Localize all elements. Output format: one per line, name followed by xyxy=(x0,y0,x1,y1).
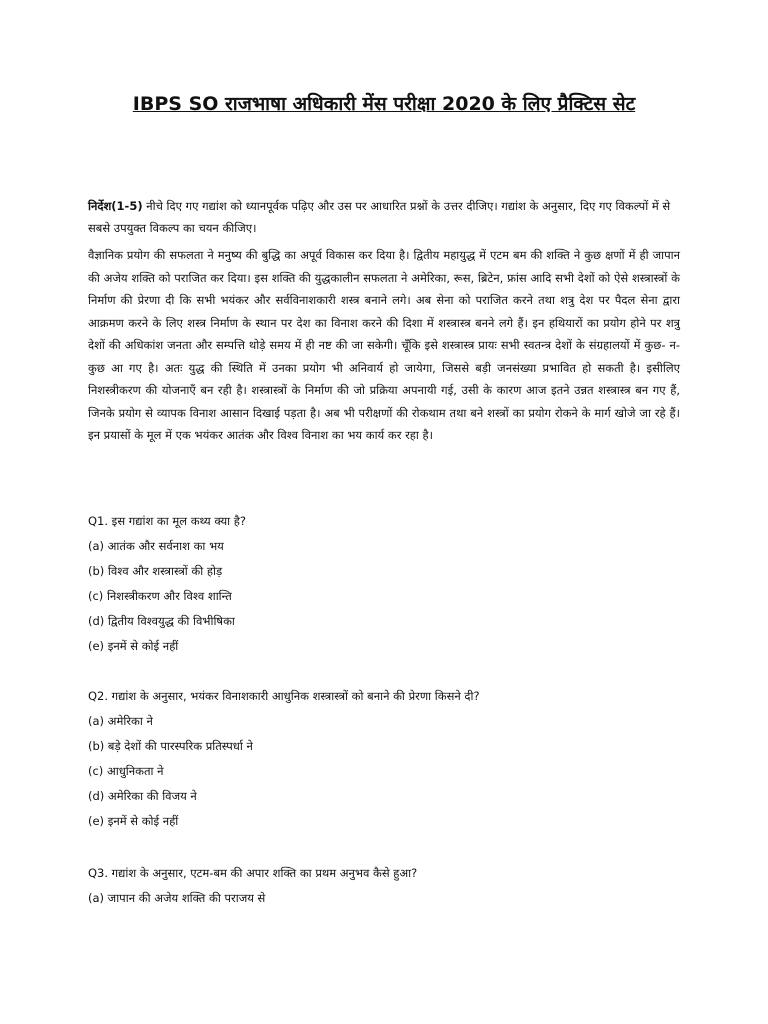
option-e: (e) इनमें से कोई नहीं xyxy=(88,639,179,653)
option-a: (a) अमेरिका ने xyxy=(88,714,153,728)
question-1 xyxy=(88,509,688,659)
option-b: (b) विश्व और शस्त्रास्त्रों की होड़ xyxy=(88,564,223,578)
question-3 xyxy=(88,861,688,911)
option-d: (d) द्वितीय विश्वयुद्ध की विभीषिका xyxy=(88,614,235,628)
option-a: (a) आतंक और सर्वनाश का भय xyxy=(88,539,224,553)
option-c: (c) निशस्त्रीकरण और विश्व शान्ति xyxy=(88,589,232,603)
directions-label: निर्देश(1-5) xyxy=(88,199,143,213)
directions xyxy=(88,195,680,239)
option-c: (c) आधुनिकता ने xyxy=(88,764,164,778)
passage: वैज्ञानिक प्रयोग की सफलता ने मनुष्य की बुद्धि का अपूर्व विकास कर दिया है। द्वितीय महायुद्ध में एटम बम की शक्ति ने कुछ क्षणों में ही जापान की अजेय शक्ति को पराजित कर दिया। इस शक्ति की युद्धकालीन सफलता ने अमेरिका, रूस, ब्रिटेन, फ्रांस आदि सभी देशों को ऐसे शस्त्रास्त्रों के निर्माण की प्रेरणा दी कि सभी भयंकर और सर्वविनाशकारी शस्त्र बनाने लगे। अब सेना को पराजित करने तथा शत्रु देश पर पैदल सेना द्वारा आक्रमण करने के लिए शस्त्र निर्माण के स्थान पर देश का विनाश करने की दिशा में शस्त्रास्त्र बनने लगे हैं। इन हथियारों का प्रयोग होने पर शत्रु देशों की अधिकांश जनता और सम्पत्ति थोड़े समय में ही नष्ट की जा सकेगी। चूँकि इसे शस्त्रास्त्र प्रायः सभी स्वतन्त्र देशों के संग्रहालयों में कुछ- न-कुछ आ गए है। अतः युद्ध की स्थिति में उनका प्रयोग भी अनिवार्य हो जायेगा, जिससे बड़ी जनसंख्या प्रभावित हो सकती है। इसीलिए निशस्त्रीकरण की योजनाएँ बन रही है। शस्त्रास्त्रों के निर्माण की जो प्रक्रिया अपनायी गई, उसी के कारण आज इतने उन्नत शस्त्रास्त्र बन गए हैं, जिनके प्रयोग से व्यापक विनाश आसान दिखाई पड़ता है। अब भी परीक्षणों की रोकथाम तथा बने शस्त्रों का प्रयोग रोकने के मार्ग खोजे जा रहे हैं। इन प्रयासों के मूल में एक भयंकर आतंक और विश्व विनाश का भय कार्य कर रहा है। xyxy=(88,248,680,442)
option-d: (d) अमेरिका की विजय ने xyxy=(88,789,197,803)
question-text: Q1. इस गद्यांश का मूल कथ्य क्या है? xyxy=(88,514,246,528)
option-e: (e) इनमें से कोई नहीं xyxy=(88,814,179,828)
option-b: (b) बड़े देशों की पारस्परिक प्रतिस्पर्धा ने xyxy=(88,739,253,753)
option-a: (a) जापान की अजेय शक्ति की पराजय से xyxy=(88,891,266,905)
question-text: Q2. गद्यांश के अनुसार, भयंकर विनाशकारी आधुनिक शस्त्रास्त्रों को बनाने की प्रेरणा किसने दी? xyxy=(88,689,480,703)
page-title: IBPS SO राजभाषा अधिकारी मेंस परीक्षा 2020 के लिए प्रैक्टिस सेट xyxy=(132,93,636,115)
question-text: Q3. गद्यांश के अनुसार, एटम-बम की अपार शक्ति का प्रथम अनुभव कैसे हुआ? xyxy=(88,866,418,880)
question-2 xyxy=(88,684,688,834)
directions-text: नीचे दिए गए गद्यांश को ध्यानपूर्वक पढ़िए और उस पर आधारित प्रश्नों के उत्तर दीजिए। गद्यांश के अनुसार, दिए गए विकल्पों में से सबसे उपयुक्त विकल्प का चयन कीजिए। xyxy=(88,199,671,235)
